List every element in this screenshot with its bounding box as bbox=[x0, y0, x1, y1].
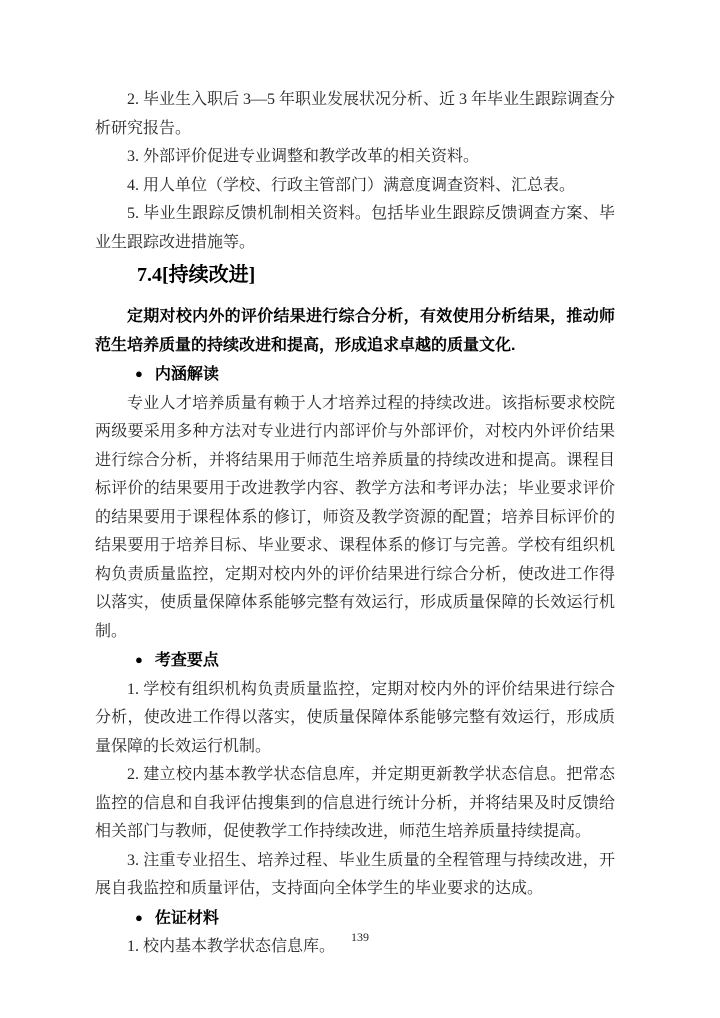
paragraph: 专业人才培养质量有赖于人才培养过程的持续改进。该指标要求校院两级要采用多种方法对专业进行内部评价与外部评价，对校内外评价结果进行综合分析，并将结果用于师范生培养质量的持续改进和提高。课程目标评价的结果要用于改进教学内容、教学方法和考评办法；毕业要求评价的结果要用于课程体系的修订，师资及教学资源的配置；培养目标评价的结果要用于培养目标、毕业要求、课程体系的修订与完善。学校有组织机构负责质量监控，定期对校内外的评价结果进行综合分析，使改进工作得以落实，使质量保障体系能够完整有效运行，形成质量保障的长效运行机制。 bbox=[95, 394, 615, 640]
page-number: 139 bbox=[351, 930, 369, 944]
subsection-title: 内涵解读 bbox=[154, 366, 219, 383]
bullet-icon: ● bbox=[135, 366, 143, 381]
list-item: 2. 毕业生入职后 3—5 年职业发展状况分析、近 3 年毕业生跟踪调查分析研究报告。 bbox=[95, 91, 616, 137]
subsection-heading-connotation bbox=[95, 360, 615, 390]
bullet-icon: ● bbox=[135, 909, 143, 925]
paragraph: 2. 建立校内基本教学状态信息库，并定期更新教学状态信息。把常态监控的信息和自我评估搜集到的信息进行统计分析，并将结果及时反馈给相关部门与教师，促使教学工作持续改进，师范生培养质量持续提高。 bbox=[95, 766, 615, 840]
bullet-icon: ● bbox=[135, 652, 143, 667]
section-intro: 定期对校内外的评价结果进行综合分析，有效使用分析结果，推动师范生培养质量的持续改进和提高，形成追求卓越的质量文化. bbox=[95, 308, 615, 354]
list-item: 4. 用人单位（学校、行政主管部门）满意度调查资料、汇总表。 bbox=[127, 176, 576, 194]
section-heading: 7.4[持续改进] bbox=[137, 264, 256, 286]
subsection-title: 考查要点 bbox=[154, 652, 219, 669]
paragraph: 1. 学校有组织机构负责质量监控，定期对校内外的评价结果进行综合分析，使改进工作得以落实，使质量保障体系能够完整有效运行，形成质量保障的长效运行机制。 bbox=[95, 680, 615, 755]
subsection-title: 佐证材料 bbox=[154, 909, 219, 927]
list-item: 3. 外部评价促进专业调整和教学改革的相关资料。 bbox=[127, 148, 480, 165]
paragraph: 1. 校内基本教学状态信息库。 bbox=[127, 938, 336, 955]
paragraph: 3. 注重专业招生、培养过程、毕业生质量的全程管理与持续改进，开展自我监控和质量评估，支持面向全体学生的毕业要求的达成。 bbox=[95, 851, 615, 897]
subsection-heading-key-points bbox=[95, 646, 615, 676]
list-item: 5. 毕业生跟踪反馈机制相关资料。包括毕业生跟踪反馈调查方案、毕业生跟踪改进措施等。 bbox=[95, 205, 615, 251]
